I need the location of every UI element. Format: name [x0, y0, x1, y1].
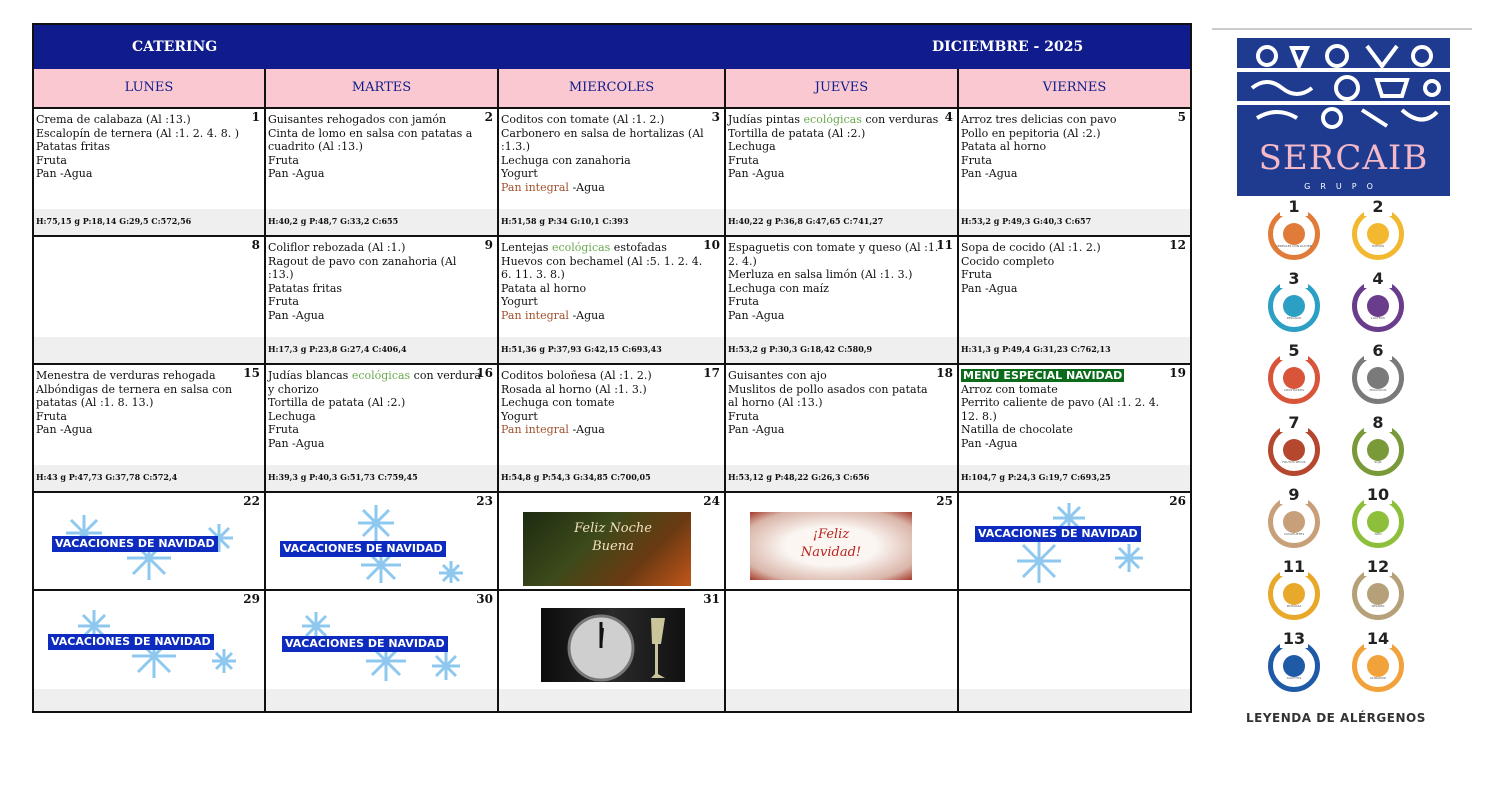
- day-number: 22: [243, 494, 260, 508]
- menu-dishes: [961, 241, 1174, 295]
- allergen-name: CACAHUETES: [1283, 532, 1305, 536]
- day-cell-empty-friday: [959, 591, 1190, 711]
- day-number: 12: [1169, 238, 1186, 252]
- nutrition-info: [34, 337, 264, 363]
- allergen-name: ALTRAMUZ: [1370, 676, 1386, 680]
- allergen-name: SÉSAMO: [1371, 604, 1385, 608]
- allergen-7: [1264, 413, 1336, 478]
- allergen-name: MOSTAZA: [1286, 604, 1302, 608]
- dish-line: Fruta: [728, 295, 759, 308]
- holiday-label: VACACIONES DE NAVIDAD: [280, 541, 446, 557]
- day-number: 1: [251, 110, 260, 124]
- day-friday: VIERNES: [1042, 80, 1107, 95]
- christmas-eve-image: [523, 512, 691, 586]
- dish-line: Fruta: [268, 423, 299, 436]
- nutrition-info: H:17,3 g P:23,8 G:27,4 C:406,4: [266, 337, 497, 363]
- legend-title: LEYENDA DE ALÉRGENOS: [1246, 711, 1426, 725]
- dish-line: Pan -Agua: [268, 167, 325, 180]
- nutrition-info: H:53,2 g P:49,3 G:40,3 C:657: [959, 209, 1190, 235]
- allergen-number: 10: [1364, 486, 1392, 504]
- nutrition-bar-empty: [266, 689, 497, 711]
- dish-line: Pan integral -Agua: [501, 180, 605, 194]
- menu-calendar: [32, 23, 1192, 713]
- snowflakes-image: [979, 503, 1169, 583]
- dish-line: Arroz tres delicias con pavo: [961, 113, 1117, 126]
- eco-label: ecológicas: [803, 113, 862, 126]
- dish-line: Coditos boloñesa (Al :1. 2.): [501, 369, 652, 382]
- dish-line: Lechuga: [268, 409, 316, 423]
- dish-line: Cinta de lomo en salsa con patatas a cuadrito (Al :13.): [268, 126, 473, 153]
- allergen-8: [1348, 413, 1420, 478]
- day-number: 29: [243, 592, 260, 606]
- allergen-name: LÁCTEOS: [1371, 316, 1385, 320]
- allergen-name: FRUTOS SECOS: [1282, 460, 1306, 464]
- dish-line: Tortilla de patata (Al :2.): [268, 396, 406, 409]
- dish-line: Lechuga con maíz: [728, 281, 829, 295]
- week-row-1: [34, 107, 1190, 235]
- dish-line: Fruta: [268, 153, 299, 167]
- dish-line: Carbonero en salsa de hortalizas (Al :1.3.): [501, 126, 704, 153]
- nutrition-info: H:51,36 g P:37,93 G:42,15 C:693,43: [499, 337, 724, 363]
- allergen-number: 6: [1364, 342, 1392, 360]
- allergen-symbol-icon: [1367, 367, 1389, 389]
- menu-dishes: [728, 241, 941, 322]
- weekday-header-row: [34, 69, 1190, 107]
- dish-line: Fruta: [36, 409, 67, 423]
- dish-line: [961, 369, 1174, 383]
- day-number: 11: [936, 238, 953, 252]
- allergen-4: [1348, 269, 1420, 334]
- dish-line: Lentejas ecológicas estofadas: [501, 241, 667, 254]
- sercaib-logo: [1237, 38, 1450, 196]
- dish-line: Patata al horno: [501, 281, 587, 295]
- menu-dishes: [268, 113, 481, 181]
- dish-line: Pan integral -Agua: [501, 308, 605, 322]
- day-cell-26: [959, 493, 1190, 589]
- dish-line: Coliflor rebozada (Al :1.): [268, 241, 406, 254]
- nutrition-bar-empty: [959, 689, 1190, 711]
- allergen-number: 5: [1280, 342, 1308, 360]
- legend-divider: [1212, 28, 1472, 30]
- allergen-name: PESCADO: [1286, 316, 1302, 320]
- allergen-legend: [1212, 28, 1472, 728]
- allergen-number: 8: [1364, 414, 1392, 432]
- day-number: 26: [1169, 494, 1186, 508]
- dish-line: Pan -Agua: [268, 436, 325, 450]
- day-cell-2: [266, 109, 499, 235]
- allergen-10: [1348, 485, 1420, 550]
- allergen-symbol-icon: [1367, 295, 1389, 317]
- dish-line: Pan -Agua: [36, 167, 93, 180]
- day-number: 24: [703, 494, 720, 508]
- day-number: 30: [476, 592, 493, 606]
- dish-line: Escalopín de ternera (Al :1. 2. 4. 8. ): [36, 126, 240, 140]
- allergen-11: [1264, 557, 1336, 622]
- day-number: 9: [484, 238, 493, 252]
- greeting-text: ¡Feliz Navidad!: [800, 527, 862, 560]
- allergen-number: 12: [1364, 558, 1392, 576]
- day-cell-25: [726, 493, 959, 589]
- dish-line: Pollo en pepitoria (Al :2.): [961, 126, 1101, 140]
- nutrition-info: H:104,7 g P:24,3 G:19,7 C:693,25: [959, 465, 1190, 491]
- day-cell-4: [726, 109, 959, 235]
- allergen-name: MOLUSCOS: [1369, 388, 1387, 392]
- day-cell-15: [34, 365, 266, 491]
- day-number: 17: [703, 366, 720, 380]
- dish-line: Lechuga con tomate: [501, 396, 615, 409]
- nutrition-info: H:53,12 g P:48,22 G:26,3 C:656: [726, 465, 957, 491]
- dish-line: Fruta: [268, 295, 299, 308]
- nutrition-bar-empty: [499, 689, 724, 711]
- allergen-name: APIO: [1374, 532, 1382, 536]
- dish-line: Fruta: [36, 153, 67, 167]
- allergen-6: [1348, 341, 1420, 406]
- allergen-2: [1348, 197, 1420, 262]
- nutrition-info: H:53,2 g P:30,3 G:18,42 C:580,9: [726, 337, 957, 363]
- allergen-symbol-icon: [1283, 511, 1305, 533]
- day-number: 16: [476, 366, 493, 380]
- day-number: 25: [936, 494, 953, 508]
- week-row-4: [34, 491, 1190, 589]
- day-cell-22: [34, 493, 266, 589]
- menu-dishes: [961, 113, 1174, 181]
- day-cell-10: [499, 237, 726, 363]
- allergen-name: SOJA: [1374, 460, 1382, 464]
- special-menu-badge: MENÚ ESPECIAL NAVIDAD: [963, 369, 1123, 382]
- day-monday: LUNES: [34, 69, 266, 107]
- allergen-number: 7: [1280, 414, 1308, 432]
- nutrition-info: H:39,3 g P:40,3 G:51,73 C:759,45: [266, 465, 497, 491]
- eco-label: ecológicas: [351, 369, 411, 382]
- menu-dishes: [728, 113, 941, 181]
- dish-line: Judías blancas ecológicas con verdura y chorizo: [268, 369, 481, 396]
- menu-dishes: [728, 369, 941, 437]
- dish-line: Yogurt: [501, 295, 538, 308]
- allergen-name: SULFITOS: [1286, 676, 1302, 680]
- greeting-text: Feliz Noche Buena: [574, 521, 652, 554]
- menu-dishes: [36, 369, 248, 437]
- eco-label: ecológicas: [551, 241, 611, 254]
- new-year-clock-image: [541, 608, 685, 682]
- day-cell-19: [959, 365, 1190, 491]
- holiday-label: VACACIONES DE NAVIDAD: [52, 536, 218, 552]
- brand-group: GRUPO: [1304, 182, 1383, 191]
- allergen-symbol-icon: [1367, 655, 1389, 677]
- dish-line: Espaguetis con tomate y queso (Al :1. 2. 4.): [728, 241, 939, 268]
- allergen-9: [1264, 485, 1336, 550]
- dish-line: Patatas fritas: [268, 281, 343, 295]
- allergen-number: 14: [1364, 630, 1392, 648]
- day-cell-5: [959, 109, 1190, 235]
- dish-line: Muslitos de pollo asados con patata al horno (Al :13.): [728, 382, 928, 409]
- allergen-symbol-icon: [1367, 439, 1389, 461]
- nutrition-info: H:43 g P:47,73 G:37,78 C:572,4: [34, 465, 264, 491]
- dish-line: Pan -Agua: [268, 308, 325, 322]
- calendar-header: [34, 25, 1190, 69]
- day-cell-29: [34, 591, 266, 711]
- integral-bread-label: Pan integral: [501, 180, 569, 194]
- integral-bread-label: Pan integral: [501, 308, 569, 322]
- dish-line: Cocido completo: [961, 254, 1055, 268]
- day-cell-empty-thursday: [726, 591, 959, 711]
- dish-line: Arroz con tomate: [961, 382, 1058, 396]
- day-cell-24: [499, 493, 726, 589]
- allergen-12: [1348, 557, 1420, 622]
- day-cell-18: [726, 365, 959, 491]
- allergen-name: CEREALES CON GLUTEN: [1275, 244, 1313, 248]
- menu-dishes: [268, 241, 481, 322]
- dish-line: Menestra de verduras rehogada: [36, 369, 216, 382]
- day-cell-16: [266, 365, 499, 491]
- allergen-number: 1: [1280, 198, 1308, 216]
- integral-bread-label: Pan integral: [501, 423, 569, 436]
- clock-icon: [541, 608, 685, 682]
- day-number: 5: [1177, 110, 1186, 124]
- dish-line: Sopa de cocido (Al :1. 2.): [961, 241, 1101, 254]
- allergen-name: CRUSTÁCEOS: [1283, 388, 1305, 392]
- allergen-symbol-icon: [1367, 511, 1389, 533]
- day-cell-8: [34, 237, 266, 363]
- dish-line: Pan -Agua: [728, 423, 785, 436]
- dish-line: Patata al horno: [961, 140, 1047, 153]
- day-cell-9: [266, 237, 499, 363]
- day-number: 8: [251, 238, 260, 252]
- menu-dishes: [501, 113, 708, 194]
- nutrition-info: H:40,22 g P:36,8 G:47,65 C:741,27: [726, 209, 957, 235]
- dish-line: Yogurt: [501, 167, 538, 180]
- allergen-symbol-icon: [1283, 367, 1305, 389]
- dish-line: Pan -Agua: [728, 167, 785, 180]
- header-left-title: CATERING: [132, 39, 218, 55]
- week-row-5: [34, 589, 1190, 711]
- dish-line: Pan -Agua: [961, 436, 1018, 450]
- menu-dishes: [501, 369, 708, 437]
- allergen-number: 11: [1280, 558, 1308, 576]
- allergen-3: [1264, 269, 1336, 334]
- dish-line: Lechuga: [728, 140, 776, 153]
- holiday-label: VACACIONES DE NAVIDAD: [48, 634, 214, 650]
- dish-line: Fruta: [728, 153, 759, 167]
- allergen-symbol-icon: [1367, 583, 1389, 605]
- dish-line: Fruta: [961, 268, 992, 281]
- dish-line: Perrito caliente de pavo (Al :1. 2. 4. 12. 8.): [961, 396, 1160, 423]
- day-number: 18: [936, 366, 953, 380]
- dish-line: Crema de calabaza (Al :13.): [36, 113, 191, 126]
- nutrition-info: H:54,8 g P:54,3 G:34,85 C:700,05: [499, 465, 724, 491]
- dish-line: Ragout de pavo con zanahoria (Al :13.): [268, 254, 457, 281]
- christmas-image: [750, 512, 912, 580]
- brand-name: SERCAIB: [1258, 138, 1429, 178]
- day-number: 19: [1169, 366, 1186, 380]
- day-cell-30: [266, 591, 499, 711]
- dish-line: Rosada al horno (Al :1. 3.): [501, 382, 647, 396]
- allergen-name: HUEVOS: [1371, 244, 1385, 248]
- day-number: 4: [944, 110, 953, 124]
- nutrition-bar-empty: [726, 689, 957, 711]
- nutrition-info: H:40,2 g P:48,7 G:33,2 C:655: [266, 209, 497, 235]
- dish-line: Coditos con tomate (Al :1. 2.): [501, 113, 665, 126]
- dish-line: Pan -Agua: [961, 281, 1018, 295]
- holiday-label: VACACIONES DE NAVIDAD: [282, 636, 448, 652]
- dish-line: Pan -Agua: [728, 308, 785, 322]
- allergen-5: [1264, 341, 1336, 406]
- day-number: 3: [711, 110, 720, 124]
- dish-line: Lechuga con zanahoria: [501, 153, 631, 167]
- allergen-number: 9: [1280, 486, 1308, 504]
- allergen-1: [1264, 197, 1336, 262]
- dish-line: Pan -Agua: [961, 167, 1018, 180]
- day-tuesday: MARTES: [266, 69, 499, 107]
- allergen-symbol-icon: [1283, 655, 1305, 677]
- allergen-number: 3: [1280, 270, 1308, 288]
- day-number: 15: [243, 366, 260, 380]
- dish-line: Merluza en salsa limón (Al :1. 3.): [728, 268, 913, 281]
- menu-dishes: [501, 241, 708, 322]
- dish-line: Yogurt: [501, 409, 538, 423]
- menu-dishes: [36, 113, 248, 181]
- dish-line: Judías pintas ecológicas con verduras: [728, 113, 939, 126]
- holiday-label: VACACIONES DE NAVIDAD: [975, 526, 1141, 542]
- dish-line: Guisantes rehogados con jamón: [268, 113, 447, 126]
- day-cell-31: [499, 591, 726, 711]
- dish-line: Fruta: [728, 409, 759, 423]
- nutrition-info: H:31,3 g P:49,4 G:31,23 C:762,13: [959, 337, 1190, 363]
- day-cell-1: [34, 109, 266, 235]
- dish-line: Patatas fritas: [36, 140, 111, 153]
- food-icons-logo: [1237, 38, 1450, 133]
- dish-line: Natilla de chocolate: [961, 423, 1073, 436]
- allergen-symbol-icon: [1283, 583, 1305, 605]
- day-wednesday: MIERCOLES: [499, 69, 726, 107]
- day-cell-12: [959, 237, 1190, 363]
- day-number: 2: [484, 110, 493, 124]
- dish-line: Fruta: [961, 153, 992, 167]
- allergen-number: 2: [1364, 198, 1392, 216]
- day-cell-23: [266, 493, 499, 589]
- nutrition-bar-empty: [34, 689, 264, 711]
- day-number: 10: [703, 238, 720, 252]
- allergen-13: [1264, 629, 1336, 694]
- allergen-number: 13: [1280, 630, 1308, 648]
- day-cell-11: [726, 237, 959, 363]
- menu-dishes: [268, 369, 481, 450]
- allergen-symbol-icon: [1283, 223, 1305, 245]
- allergen-symbol-icon: [1367, 223, 1389, 245]
- day-thursday: JUEVES: [726, 69, 959, 107]
- menu-dishes: [961, 369, 1174, 450]
- dish-line: Tortilla de patata (Al :2.): [728, 126, 866, 140]
- dish-line: Huevos con bechamel (Al :5. 1. 2. 4. 6. 11. 3. 8.): [501, 254, 703, 281]
- allergen-symbol-icon: [1283, 439, 1305, 461]
- dish-line: Pan integral -Agua: [501, 423, 605, 436]
- week-row-2: [34, 235, 1190, 363]
- day-number: 23: [476, 494, 493, 508]
- allergen-number: 4: [1364, 270, 1392, 288]
- header-month-title: DICIEMBRE - 2025: [932, 39, 1084, 55]
- dish-line: Guisantes con ajo: [728, 369, 827, 382]
- dish-line: Pan -Agua: [36, 423, 93, 436]
- week-row-3: [34, 363, 1190, 491]
- day-cell-3: [499, 109, 726, 235]
- allergen-14: [1348, 629, 1420, 694]
- day-number: 31: [703, 592, 720, 606]
- nutrition-info: H:75,15 g P:18,14 G:29,5 C:572,56: [34, 209, 264, 235]
- nutrition-info: H:51,58 g P:34 G:10,1 C:393: [499, 209, 724, 235]
- dish-line: Albóndigas de ternera en salsa con patatas (Al :1. 8. 13.): [36, 382, 233, 409]
- allergen-symbol-icon: [1283, 295, 1305, 317]
- day-cell-17: [499, 365, 726, 491]
